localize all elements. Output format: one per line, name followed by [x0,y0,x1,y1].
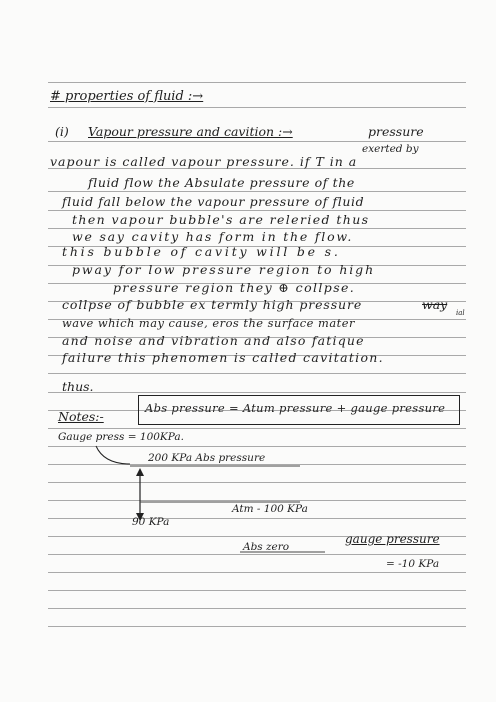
atm-level-label: Atm - 100 KPa [232,503,308,515]
body-line: this bubble of cavity will be s. [62,244,341,259]
gauge-pressure-label: gauge pressure [345,532,440,546]
body-line: collpse of bubble ex termly high pressure [62,297,363,312]
side-mark: ial [456,309,465,317]
abs-level-label: 200 KPa Abs pressure [148,452,266,464]
gauge-pressure-value: = -10 KPa [386,558,440,570]
body-line: pressure [368,124,424,139]
end-word: thus. [62,379,94,394]
body-line: failure this phenomen is called cavitation. [62,350,384,365]
notes-label: Notes:- [58,409,104,424]
struck-word: way [422,297,448,312]
curve-arrow [96,446,130,464]
section-number: (i) [55,124,69,139]
lower-level-label: 90 KPa [132,516,170,528]
body-line: pway for low pressure region to high [72,262,376,277]
gauge-given: Gauge press = 100KPa. [58,431,184,443]
body-line: fluid flow the Absulate pressure of the [88,175,355,190]
body-line: fluid fall below the vapour pressure of fluid [62,194,365,209]
body-line: wave which may cause, eros the surface mater [62,316,355,330]
formula-text: Abs pressure = Atum pressure + gauge pressure [145,401,446,415]
page-heading: # properties of fluid :→ [50,89,204,104]
body-line: we say cavity has form in the flow. [72,229,354,244]
body-line: and noise and vibration and also fatique [62,333,365,348]
body-line: vapour is called vapour pressure. if T in a [50,154,358,169]
body-line: then vapour bubble's are releried thus [72,212,370,227]
section-title: Vapour pressure and cavition :→ [88,124,293,139]
abs-zero-label: Abs zero [243,541,290,553]
body-line: exerted by [362,143,419,155]
arrow-up-head [136,468,144,476]
body-line: pressure region they ⊕ collpse. [113,280,356,295]
